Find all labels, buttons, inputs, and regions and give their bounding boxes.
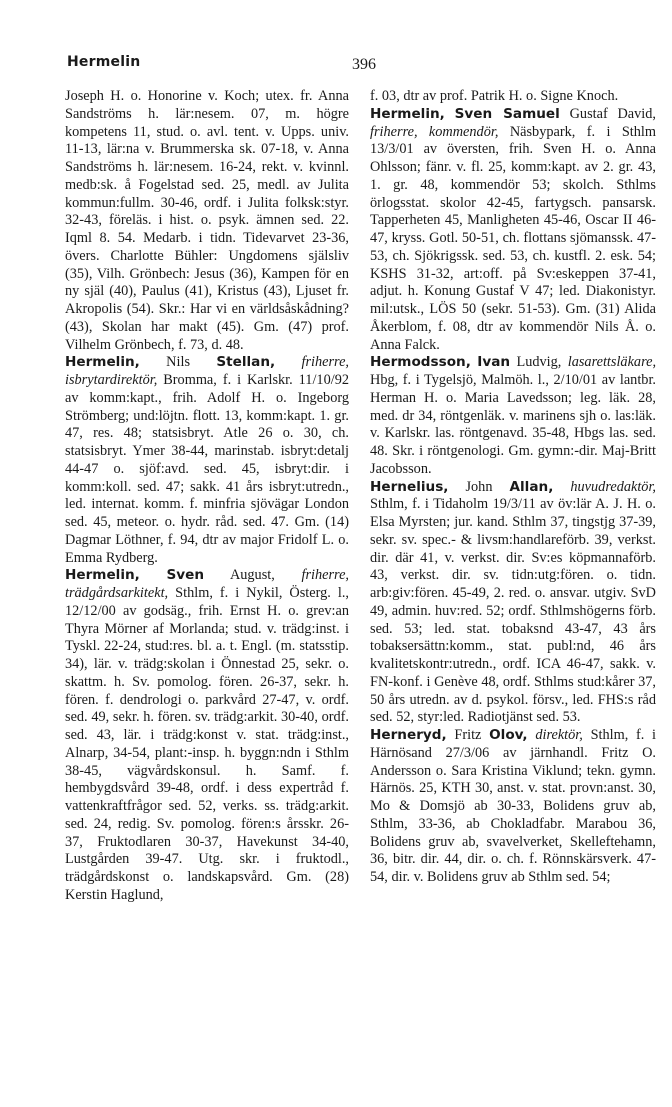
biography-entry xyxy=(65,354,349,567)
entry-body: Sthlm, f. i Nykil, Österg. l., 12/12/00 av godsäg., frih. Ernst H. o. grev:an Thyra Mörner af Morlanda; stud. v. trädg:inst. i Tyskl. 22-24, stud:res. bl. a. t. Engl. (m. statsstip. 34), lär. v. trädg:skolan i Önnestad 25, sekr. o. skattm. h. Sv. pomolog. fören. 26-37, sekr. h. fören. f. dendrologi o. parkvård 27-47, v. ordf. sed. 49, sekr. h. fören. sv. trädg:arkit. 30-40, ordf. sed. 43, lär. i trädg:konst v. stat. trädg:inst., Alnarp, 34-54, plant:-insp. h. byggn:ndn i Sthlm 38-45, vägvårdskonsul. h. Samf. f. hembygdsvård 39-48, ordf. i dess expertråd f. vattenkraftfrågor sed. 52, verks. ss. trädg:arkit. sed. 24, redig. Sv. pomolog. fören:s årsskr. 26-37, Fruktodlaren 30-37, Havekunst 34-40, Lustgården 39-47. Utg. skr. i fruktodl., trädgårdskonst o. landskapsvård. Gm. (28) Kerstin Haglund, xyxy=(65,585,349,903)
entry-title: friherre, kommendör, xyxy=(370,123,499,140)
entry-surname: Hermodsson, xyxy=(370,354,471,371)
entry-call-name: Sven xyxy=(166,567,205,584)
entry-title: direktör, xyxy=(535,727,583,743)
entry-call-name: Olov, xyxy=(489,727,528,743)
biography-entry xyxy=(370,106,656,355)
entry-given-name: August, xyxy=(229,567,275,584)
entry-call-name: Ivan xyxy=(477,354,511,371)
entry-title: lasarettsläkare, xyxy=(567,354,657,371)
biography-entry xyxy=(370,727,656,887)
biography-entry xyxy=(65,567,349,904)
entry-call-name: Allan, xyxy=(509,478,554,495)
entry-body: Sthlm, f. i Tidaholm 19/3/11 av öv:lär A. J. H. o. Elsa Myrsten; jur. kand. Sthlm 37, tingstjg 37-39, sekr. sv. spec.- & livsm:handlareförb. 39, verkst. dir. där 41, v. verkst. dir. Sv:es köpmannaförb. 43, verkst. dir. sv. tidn:utg:fören. o. tidn. arb:giv:fören. 45-49, 2. red. o. ansvar. utgiv. SvD 49, admin. huv:red. 52; ordf. Sthlmshögerns förb. sed. 53; led. stat. tobaksnd 43-47, 43 års tobaksersättn:komm., stat. publ:nd, 46 års kvalitetskontr:utredn., ordf. ICA 46-47, sakk. v. FN-konf. i Genève 48, ordf. Sthlms stud:kårer 37, 50 års utredn. av d. psykol. försv., led. FHS:s råd sed. 52, styr:led. Radiotjänst sed. 53. xyxy=(370,496,656,726)
entry-surname: Hermelin, xyxy=(65,354,140,371)
entry-title: huvudredaktör, xyxy=(570,478,657,495)
entry-given-name: Ludvig, xyxy=(516,354,562,371)
entry-title: friherre, trädgårdsarkitekt, xyxy=(65,567,350,601)
entry-given-name: John xyxy=(465,478,493,495)
entry-body: Sthlm, f. i Härnösand 27/3/06 av järnhandl. Fritz O. Andersson o. Sara Kristina Viklund; tekn. gymn. Härnös. 25, KTH 30, anst. v. stat. provn:anst. 30, Mo & Domsjö ab 30-33, Bolidens gruv ab, Sthlm, 33-36, ab Chokladfabr. Marabou 36, Bolidens gruv ab, svavelverket, Skelleftehamn, 36, bitr. dir. 44, dir. o. ch. f. Rönnskärsverk. 47-54, dir. v. Bolidens gruv ab Sthlm sed. 54; xyxy=(370,727,657,885)
running-head: Hermelin xyxy=(67,54,141,70)
entry-call-name: Stellan, xyxy=(216,354,276,371)
entry-given-name: Nils xyxy=(166,354,191,371)
entry-given-name: Gustaf David, xyxy=(569,105,656,122)
biography-entry xyxy=(370,354,656,478)
entry-surname: Hernelius, xyxy=(370,478,449,495)
entry-surname: Hermelin, xyxy=(370,105,445,122)
entry-call-name: Sven Samuel xyxy=(454,105,560,122)
continuation-text: Joseph H. o. Honorine v. Koch; utex. fr. Anna Sandströms h. lär:nesem. 07, m. högre kompetens 11, stud. o. avl. tent. v. Upps. univ. 11-13, lär:na v. Brummerska sk. 07-18, v. Anna Sandströms h. lär:nesem. 16-24, rekt. v. kvinnl. medb:sk. å Fogelstad sed. 25, medl. av Julita kommun:fullm. 30-46, ordf. i Julita folksk:styr. 32-43, föreläs. i hist. o. psyk. ämnen sed. 22. Iqml 8. 54. Medarb. i tidn. Tidevarvet 23-36, övers. Charlotte Bühler: Ungdomens själsliv (35), Vilh. Grönbech: Jesus (36), Kampen för en ny själ (40), Paulus (41), Kristus (43), Ljuset fr. Akropolis (54). Skr.: Har vi en världsåskådning? (43), Skolan har makt (45). Gm. (47) prof. Vilhelm Grönbech, f. 73, d. 48. xyxy=(65,88,349,353)
biography-entry xyxy=(370,479,656,728)
entry-surname: Hermelin, xyxy=(65,567,140,584)
entry-body: Hbg, f. i Tygelsjö, Malmöh. l., 2/10/01 av lantbr. Herman H. o. Maria Lavedsson; leg. läk. 28, med. dr 34, röntgenläk. v. marinens sjh o. las:läk. v. Karlskr. las. röntgenavd. 35-48, Hbgs las. sed. 48. Skr. i röntgenologi. Gm. gymn:-dir. Maj-Britt Jacobsson. xyxy=(370,372,656,477)
entry-given-name: Fritz xyxy=(454,727,482,743)
left-column xyxy=(65,88,349,905)
continuation-text: f. 03, dtr av prof. Patrik H. o. Signe Knoch. xyxy=(370,88,619,104)
entry-surname: Herneryd, xyxy=(370,727,447,743)
entry-body: Bromma, f. i Karlskr. 11/10/92 av komm:kapt., frih. Adolf H. o. Ingeborg Strömberg; und:löjtn. flott. 13, komm:kapt. 1. gr. 47, res. 48; statsisbryt. Atle 26 o. 30, ch. statsisbryt. Ymer 38-44, marinstab. isbryt:detalj 44-47 o. sjöf:avd. sed. 45, isbryt:dir. i komm:koll. sed. 47; sakk. 41 års isbryt:utredn., led. internat. komm. f. minfria sjövägar London sed. 45, meteor. o. hydr. råd. sed. 47. Gm. (14) Dagmar Löthner, f. 94, dtr av major Fridolf L. o. Emma Rydberg. xyxy=(65,372,349,566)
page-number: 396 xyxy=(352,56,376,73)
entry-title: friherre, isbrytardirektör, xyxy=(65,354,350,388)
entry-body: Näsbypark, f. i Sthlm 13/3/01 av översten, frih. Sven H. o. Anna Ohlsson; fänr. v. fl. 25, komm:kapt. av 2. gr. 43, 1. gr. 48, kommendör 53; skolch. Sthlms örlogsstat. skolor 42-45, fartygsch. pansarsk. Tapperheten 45, Manligheten 45-46, Oscar II 46-47, kryss. Gotl. 50-51, ch. flottans sjömanssk. 47-53, ch. Sjökrigssk. sed. 53, ch. kustfl. 2. esk. 54; KSHS 31-32, art:off. på Sv:eskeppen 37-41, adjut. h. Konung Gustaf V 47; led. Diakonistyr. mil:utsk., LÖS 50 (sekr. 51-53). Gm. (31) Alida Åkerblom, f. 08, dtr av kommendör Nils Å. o. Anna Falck. xyxy=(370,123,656,353)
right-column xyxy=(370,88,656,887)
